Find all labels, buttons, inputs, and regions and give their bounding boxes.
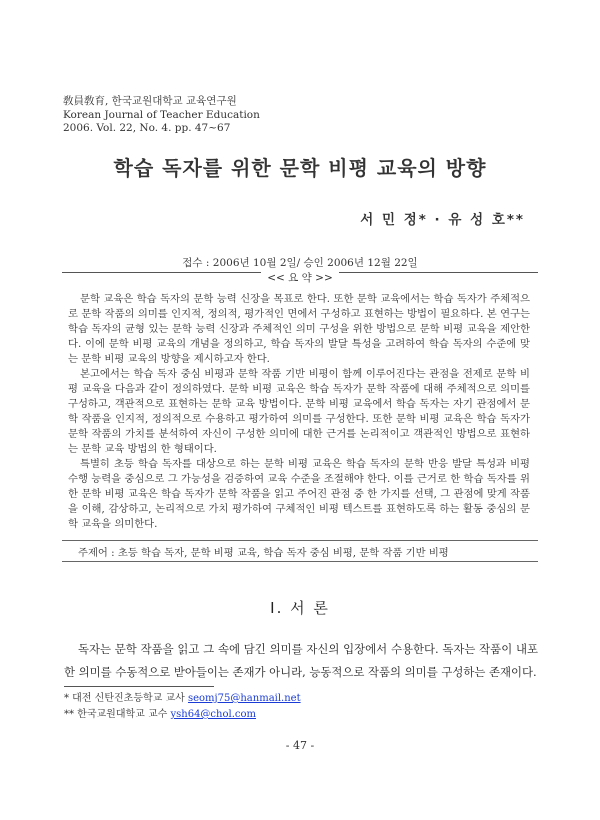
footnote-1-text: * 대전 신탄진초등학교 교사 (64, 693, 188, 704)
journal-info (63, 95, 260, 136)
page-number: - 47 - (285, 739, 315, 752)
footnotes (64, 691, 301, 723)
abstract-paragraph-1: 문학 교육은 학습 독자의 문학 능력 신장을 목표로 한다. 또한 문학 교육에서는 학습 독자가 주체적으로 문학 작품의 의미를 인지적, 정의적, 평가적인 면에서 구성하고 표현하는 방법이 필요하다. 본 연구는 학습 독자의 균형 있는 문학 능력 신장과 주체적인 의미 구성을 위한 방법으로 문학 비평 교육을 제안한다. 이에 문학 비평 교육의 개념을 정의하고, 학습 독자의 발달 특성을 고려하여 학습 독자의 수준에 맞는 문학 비평 교육의 방향을 제시하고자 한다. (68, 293, 530, 365)
authors: 서 민 정* · 유 성 호** (360, 212, 525, 228)
footnote-2-text: ** 한국교원대학교 교수 (64, 709, 171, 720)
journal-volume: 2006. Vol. 22, No. 4. pp. 47~67 (63, 122, 231, 134)
section-heading: Ⅰ. 서 론 (270, 599, 330, 617)
abstract-paragraph-3: 특별히 초등 학습 독자를 대상으로 하는 문학 비평 교육은 학습 독자의 문학 반응 발달 특성과 비평 수행 능력을 중심으로 그 가능성을 검증하여 교육 수준을 조절해야 한다. 이를 근거로 한 학습 독자를 위한 문학 비평 교육은 학습 독자가 문학 작품을 읽고 주어진 관점 중 한 가지를 선택, 그 관점에 맞게 작품을 이해, 감상하고, 논리적으로 가치 평가하여 구체적인 비평 텍스트를 표현하도록 하는 활동 중심의 문학 교육을 의미한다. (68, 458, 530, 530)
footnote-1 (64, 691, 301, 707)
paper-title: 학습 독자를 위한 문학 비평 교육의 방향 (113, 156, 487, 180)
footnote-2-email-link[interactable]: ysh64@chol.com (170, 709, 256, 720)
abstract (68, 292, 530, 532)
footnote-divider (64, 686, 214, 687)
abstract-heading: << 요 약 >> (261, 272, 339, 284)
abstract-header-rule (62, 272, 538, 289)
abstract-paragraph-2: 본고에서는 학습 독자 중심 비평과 문학 작품 기반 비평이 함께 이루어진다는 관점을 전제로 문학 비평 교육을 다음과 같이 정의하였다. 문학 비평 교육은 학습 독자가 문학 작품에 대해 주체적으로 의미를 구성하고, 객관적으로 표현하는 문학 교육 방법이다. 문학 비평 교육에서 학습 독자는 자기 관점에서 문학 작품을 인지적, 정의적으로 수용하고 평가하여 의미를 구성한다. 또한 문학 비평 교육은 학습 독자가 문학 작품의 가치를 분석하여 자신이 구성한 의미에 대한 근거를 논리적이고 객관적인 방법으로 표현하는 문학 교육 방법의 한 형태이다. (68, 368, 530, 455)
journal-name-english: Korean Journal of Teacher Education (63, 108, 260, 121)
body-text (64, 638, 538, 684)
keywords: 주제어 : 초등 학습 독자, 문학 비평 교육, 학습 독자 중심 비평, 문학 작품 기반 비평 (62, 540, 538, 562)
body-paragraph: 독자는 문학 작품을 읽고 그 속에 담긴 의미를 자신의 입장에서 수용한다. 독자는 작품이 내포한 의미를 수동적으로 받아들이는 존재가 아니라, 능동적으로 작품의 의미를 구성하는 존재이다. (64, 642, 538, 679)
footnote-2 (64, 707, 301, 723)
journal-name: 敎員敎育, 한국교원대학교 교육연구원 (63, 95, 237, 107)
submission-dates: 접수 : 2006년 10월 2일/ 승인 2006년 12월 22일 (182, 257, 418, 269)
footnote-1-email-link[interactable]: seomj75@hanmail.net (187, 693, 301, 704)
